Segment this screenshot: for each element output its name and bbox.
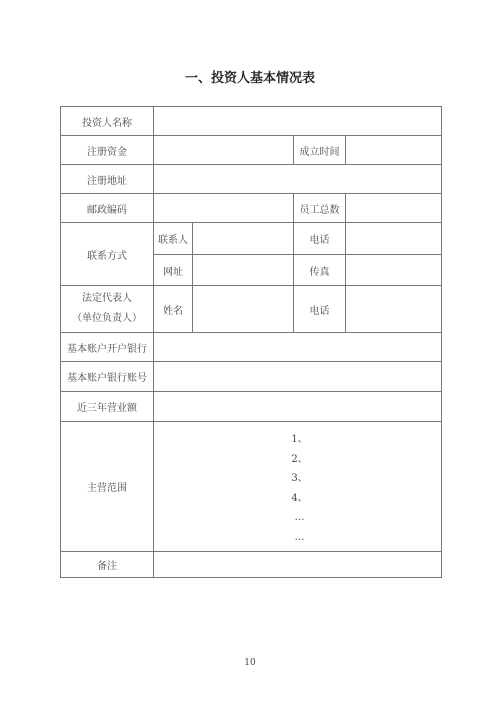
total-employees-field[interactable] <box>346 194 442 223</box>
recent-revenue-field[interactable] <box>154 392 442 422</box>
registered-capital-field[interactable] <box>154 136 294 165</box>
legal-rep-label-line1: 法定代表人 <box>82 293 132 304</box>
phone-field[interactable] <box>346 223 442 255</box>
main-business-item: 3、 <box>291 473 308 484</box>
main-business-item: 4、 <box>291 492 308 504</box>
legal-rep-phone-label: 电话 <box>294 286 346 333</box>
legal-rep-name-field[interactable] <box>193 286 294 333</box>
basic-account-number-label: 基本账户银行账号 <box>61 362 154 392</box>
phone-label: 电话 <box>294 223 346 255</box>
postal-code-label: 邮政编码 <box>61 194 154 223</box>
fax-label: 传真 <box>294 255 346 286</box>
main-business-label: 主营范围 <box>61 422 154 552</box>
investor-info-table <box>60 106 442 578</box>
legal-rep-phone-field[interactable] <box>346 286 442 333</box>
main-business-list <box>154 426 441 547</box>
recent-revenue-label: 近三年营业额 <box>61 392 154 422</box>
registered-address-field[interactable] <box>154 165 442 194</box>
remarks-label: 备注 <box>61 552 154 578</box>
legal-rep-label-line2: （单位负责人） <box>72 313 142 324</box>
page-title: 一、投资人基本情况表 <box>184 71 315 86</box>
basic-account-bank-label: 基本账户开户银行 <box>61 333 154 362</box>
legal-representative-label <box>61 286 154 333</box>
registered-address-label: 注册地址 <box>61 165 154 194</box>
investor-name-label: 投资人名称 <box>61 107 154 136</box>
main-business-item: … <box>294 512 305 523</box>
basic-account-bank-field[interactable] <box>154 333 442 362</box>
fax-field[interactable] <box>346 255 442 286</box>
investor-name-field[interactable] <box>154 107 442 136</box>
postal-code-field[interactable] <box>154 194 294 223</box>
legal-rep-name-label: 姓名 <box>154 286 193 333</box>
website-field[interactable] <box>193 255 294 286</box>
basic-account-number-field[interactable] <box>154 362 442 392</box>
establish-time-field[interactable] <box>346 136 442 165</box>
website-label: 网址 <box>154 255 193 286</box>
total-employees-label: 员工总数 <box>294 194 346 223</box>
main-business-item: 1、 <box>291 434 308 445</box>
remarks-field[interactable] <box>154 552 442 578</box>
main-business-field[interactable] <box>154 422 442 552</box>
contact-person-field[interactable] <box>193 223 294 255</box>
page-number: 10 <box>244 658 256 668</box>
registered-capital-label: 注册资金 <box>61 136 154 165</box>
main-business-item: … <box>294 531 305 543</box>
main-business-item: 2、 <box>291 453 308 465</box>
establish-time-label: 成立时间 <box>294 136 346 165</box>
contact-method-label: 联系方式 <box>61 223 154 286</box>
contact-person-label: 联系人 <box>154 223 193 255</box>
